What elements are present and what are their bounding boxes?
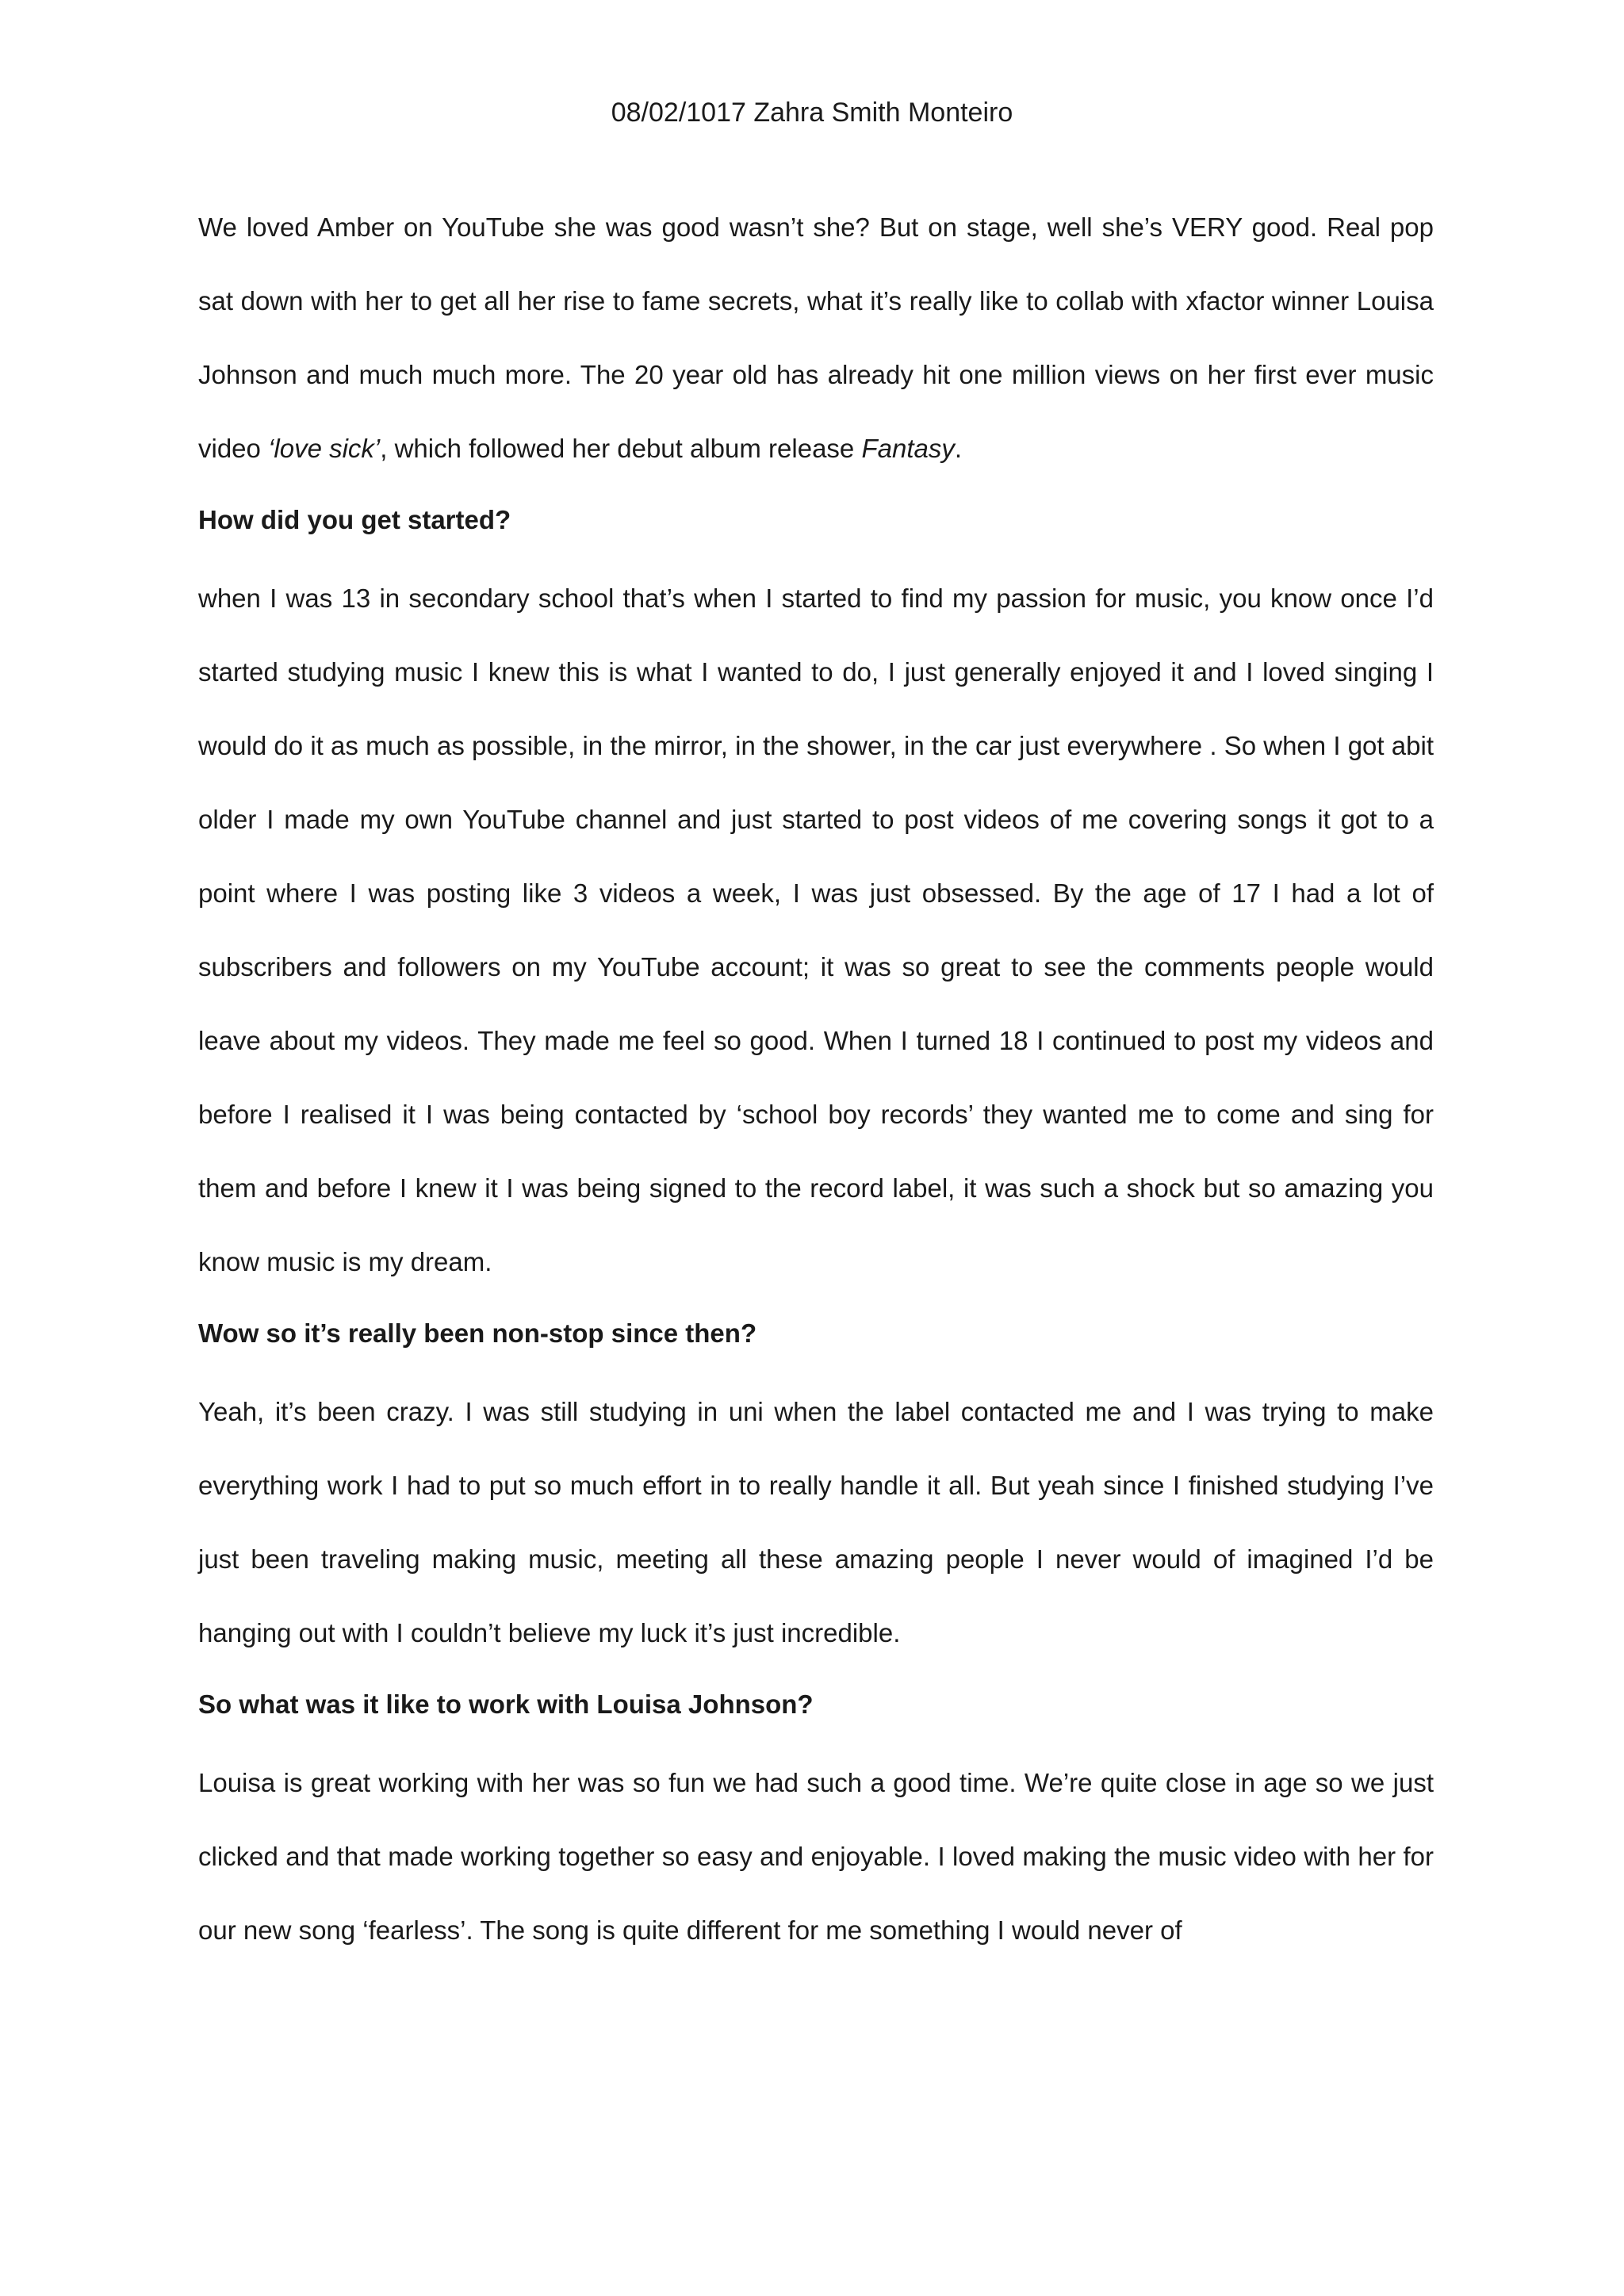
question-heading: So what was it like to work with Louisa Johnson? — [198, 1689, 814, 1719]
intro-paragraph — [198, 190, 1434, 485]
intro-text-part1: We loved Amber on YouTube she was good wasn’t she? But on stage, well she’s VERY good. Real pop sat down with her to get all her rise to fame secrets, what it’s really like to collab with xfactor winner Louisa Johnson and much much more. The 20 year old has already hit one million views on her first ever music video — [198, 212, 1434, 463]
question-heading: Wow so it’s really been non-stop since then? — [198, 1318, 757, 1348]
answer-paragraph: Louisa is great working with her was so fun we had such a good time. We’re quite close in age so we just clicked and that made working together so easy and enjoyable. I loved making the music video with her for our new song ‘fearless’. The song is quite different for me something I would never of — [198, 1768, 1434, 1945]
album-title: Fantasy — [861, 434, 955, 463]
answer-paragraph: Yeah, it’s been crazy. I was still studying in uni when the label contacted me and I was trying to make everything work I had to put so much effort in to really handle it all. But yeah since I finished studying I’ve just been traveling making music, meeting all these amazing people I never would of imagined I’d be hanging out with I couldn’t believe my luck it’s just incredible. — [198, 1397, 1434, 1647]
answer-paragraph: when I was 13 in secondary school that’s when I started to find my passion for music, you know once I’d started studying music I knew this is what I wanted to do, I just generally enjoyed it and I loved singing I would do it as much as possible, in the mirror, in the shower, in the car just everywhere . So when I got abit older I made my own YouTube channel and just started to post videos of me covering songs it got to a point where I was posting like 3 videos a week, I was just obsessed. By the age of 17 I had a lot of subscribers and followers on my YouTube account; it was so great to see the comments people would leave about my videos. They made me feel so good. When I turned 18 I continued to post my videos and before I realised it I was being contacted by ‘school boy records’ they wanted me to come and sing for them and before I knew it I was being signed to the record label, it was such a shock but so amazing you know music is my dream. — [198, 584, 1434, 1276]
page-header: 08/02/1017 Zahra Smith Monteiro — [611, 98, 1013, 128]
intro-text-part2: , which followed her debut album release — [380, 434, 862, 463]
question-heading: How did you get started? — [198, 505, 511, 534]
article-body — [198, 190, 1434, 1967]
video-title: ‘love sick’ — [268, 434, 381, 463]
intro-text-part3: . — [954, 434, 963, 463]
